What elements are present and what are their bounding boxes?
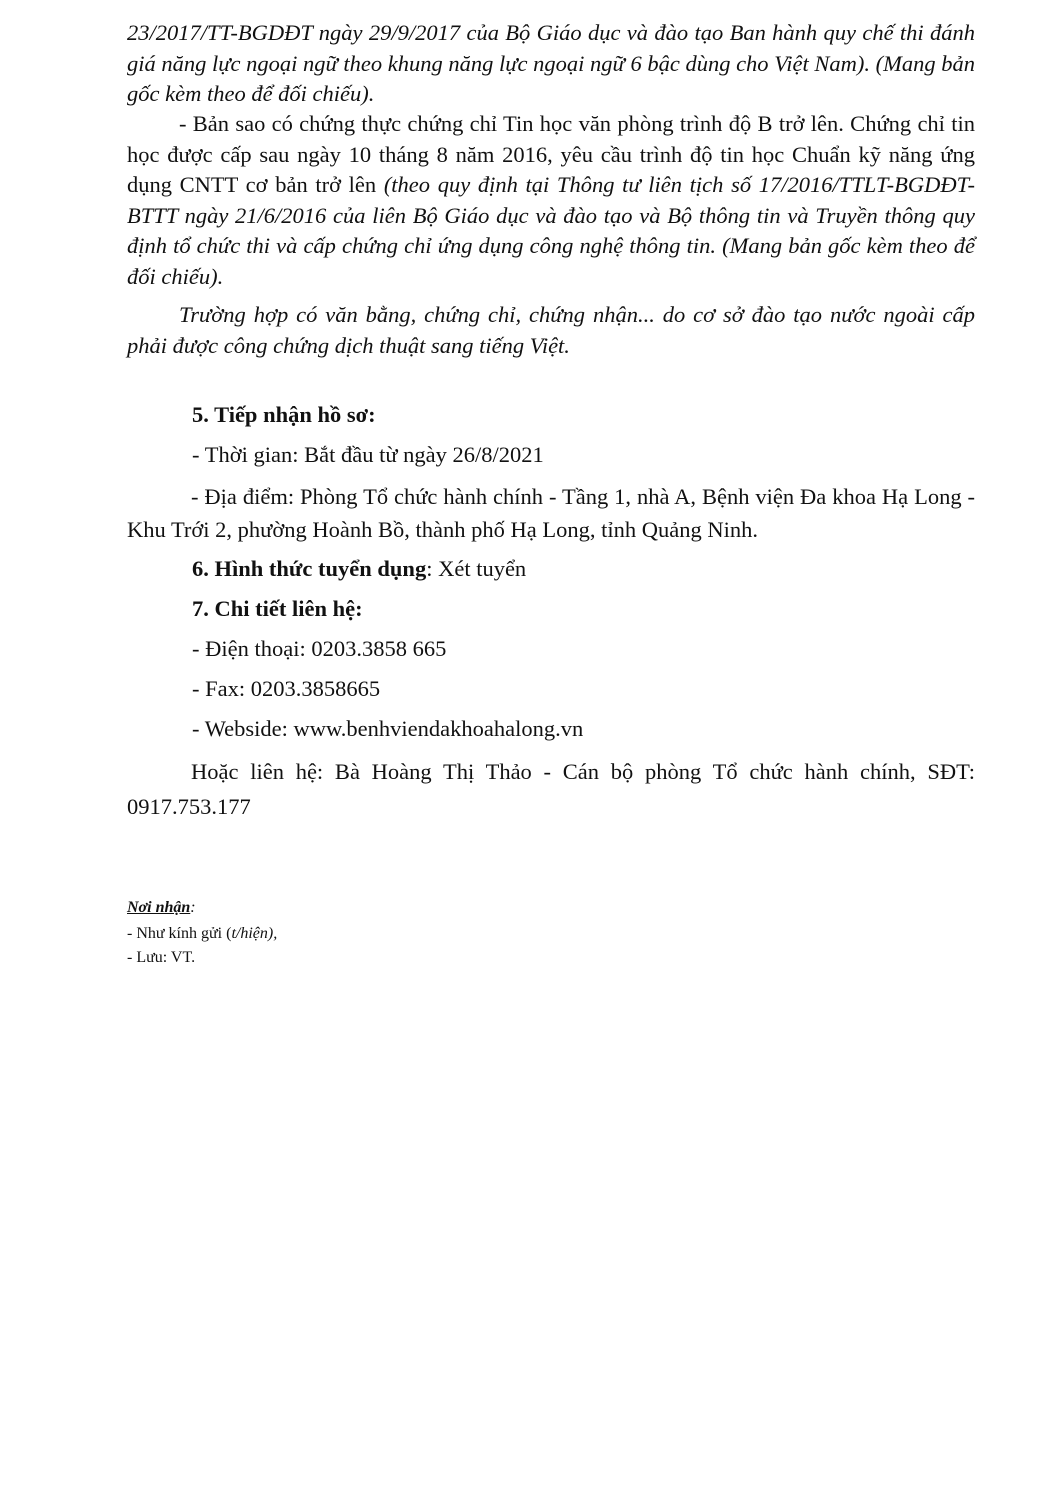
paragraph-text: - Bản sao có chứng thực chứng chỉ Tin học văn phòng trình độ B trở lên. Chứng chỉ tin học được cấp sau ngày 10 tháng 8 năm 2016, yêu cầu trình độ tin học Chuẩn kỹ năng ứng dụng CNTT cơ bản trở lên (127, 111, 975, 197)
section-5-heading (192, 400, 376, 430)
paragraph-text-italic: (theo quy định tại Thông tư liên tịch số 17/2016/TTLT-BGDĐT-BTTT ngày 21/6/2016 của liên Bộ Giáo dục và đào tạo và Bộ thông tin và Truyền thông quy định tổ chức thi và cấp chứng chỉ ứng dụng công nghệ thông tin. (Mang bản gốc kèm theo để đối chiếu). (127, 172, 976, 289)
section-7-heading-text: 7. Chi tiết liên hệ: (192, 596, 363, 621)
recipients-line-1-text: - Như kính gửi ( (127, 925, 232, 942)
contact-phone (192, 634, 446, 664)
recipients-line-2 (127, 946, 195, 970)
contact-person-text: Hoặc liên hệ: Bà Hoàng Thị Thảo - Cán bộ phòng Tổ chức hành chính, SĐT: 0917.753.177 (127, 759, 975, 819)
section-5-heading-text: 5. Tiếp nhận hồ sơ: (192, 402, 376, 427)
paragraph-language-certificate (127, 18, 975, 110)
recipients-line-1 (127, 922, 277, 946)
section-6-recruitment-form (192, 554, 526, 584)
recipients-label-text: Nơi nhận (127, 899, 191, 916)
recipients-line-1-italic: t/hiện), (231, 925, 278, 942)
recipients-line-2-text: - Lưu: VT. (127, 949, 196, 966)
contact-phone-text: - Điện thoại: 0203.3858 665 (192, 636, 447, 661)
section-5-time-text: - Thời gian: Bắt đầu từ ngày 26/8/2021 (192, 442, 544, 467)
paragraph-text: 23/2017/TT-BGDĐT ngày 29/9/2017 của Bộ Giáo dục và đào tạo Ban hành quy chế thi đánh giá năng lực ngoại ngữ theo khung năng lực ngoại ngữ 6 bậc dùng cho Việt Nam). (Mang bản gốc kèm theo để đối chiếu). (127, 20, 975, 106)
recipients-label (127, 896, 196, 920)
section-5-location-text: - Địa điểm: Phòng Tổ chức hành chính - Tầng 1, nhà A, Bệnh viện Đa khoa Hạ Long - Khu Trới 2, phường Hoành Bồ, thành phố Hạ Long, tỉnh Quảng Ninh. (127, 484, 975, 542)
paragraph-it-certificate (127, 109, 975, 292)
contact-fax (192, 674, 380, 704)
contact-website (192, 714, 583, 744)
recipients-label-colon: : (190, 899, 196, 916)
section-6-heading: 6. Hình thức tuyển dụng (192, 556, 427, 581)
section-6-value: : Xét tuyển (426, 556, 527, 581)
contact-website-text: - Webside: www.benhviendakhoahalong.vn (192, 716, 584, 741)
section-5-location (127, 480, 975, 546)
section-7-heading (192, 594, 363, 624)
section-5-time (192, 440, 544, 470)
paragraph-foreign-certificates (127, 300, 975, 361)
paragraph-text: Trường hợp có văn bằng, chứng chỉ, chứng nhận... do cơ sở đào tạo nước ngoài cấp phải được công chứng dịch thuật sang tiếng Việt. (127, 302, 975, 358)
contact-fax-text: - Fax: 0203.3858665 (192, 676, 381, 701)
contact-person (127, 754, 975, 824)
